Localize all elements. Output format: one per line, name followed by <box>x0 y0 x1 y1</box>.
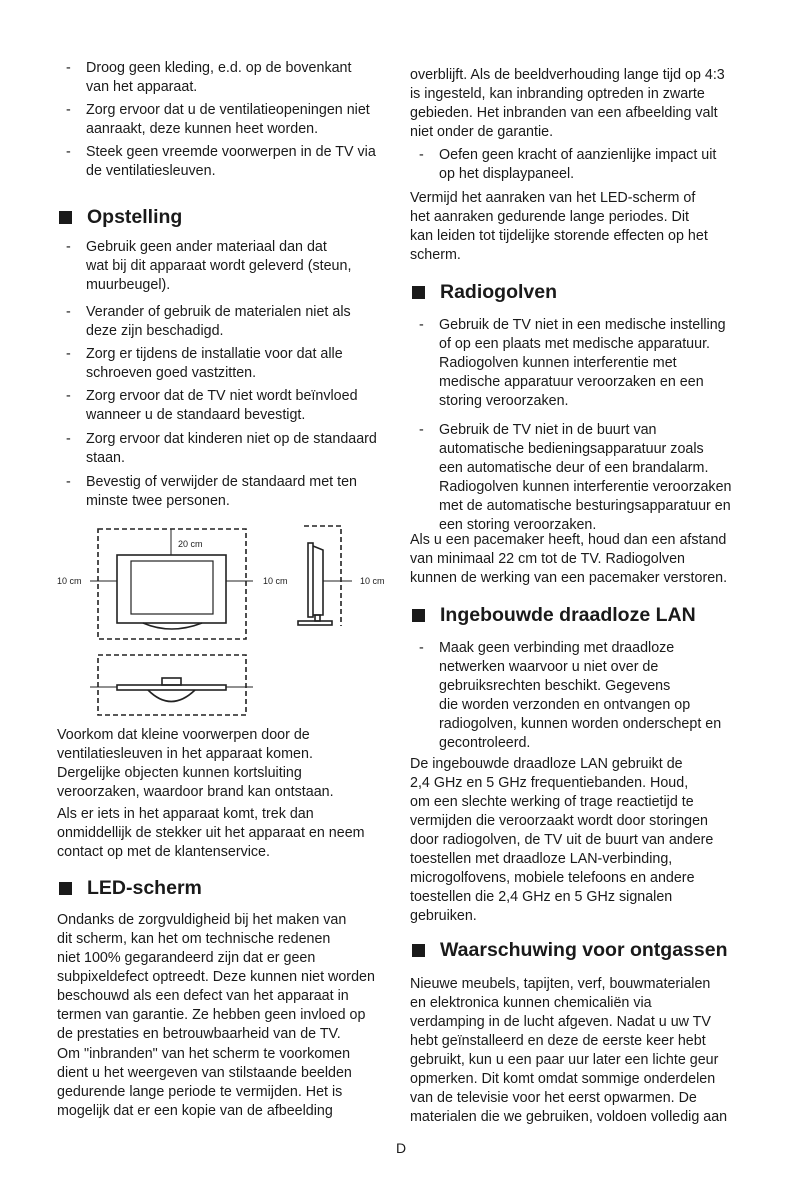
tv-clearance-diagram <box>50 515 400 725</box>
paragraph: De ingebouwde draadloze LAN gebruikt de 2,4 GHz en 5 GHz frequentiebanden. Houd, om een slechte werking of trage reactietijd te vermijden die veroorzaakt wordt door storingen door radiogolven, de TV uit de buurt van andere toestellen met draadloze LAN-verbinding, microgolfovens, mobiele telefoons en andere toestellen die 2,4 GHz en 5 GHz signalen gebruiken. <box>410 756 714 924</box>
bullet-item: - Droog geen kleding, e.d. op de bovenkant van het apparaat. <box>57 59 431 97</box>
paragraph: Nieuwe meubels, tapijten, verf, bouwmaterialen en elektronica kunnen chemicaliën via verdamping in de lucht afgeven. Nadat u uw TV hebt geïnstalleerd en deze de eerste keer hebt gebruikt, kun u een paar uur later een lichte geur opmerken. Dit komt omdat sommige onderdelen van de televisie voor het eerst opwarmen. De materialen die we gebruiken, voldoen volledig aan <box>410 976 728 1125</box>
section-heading-ontgassen: Waarschuwing voor ontgassen <box>410 938 785 962</box>
section-heading-opstelling: Opstelling <box>57 205 432 229</box>
bullet-item: - Gebruik de TV niet in de buurt van automatische bedieningsapparatuur zoals een automatische deur of een brandalarm. Radiogolven kunnen interferentie veroorzaken met de automatische besturingsapparatuur en een storing veroorzaken. <box>410 421 784 535</box>
paragraph: Vermijd het aanraken van het LED-scherm of het aanraken gedurende lange periodes. Dit kan leiden tot tijdelijke storende effecten op het scherm. <box>410 190 708 263</box>
section-heading-draadloze-lan: Ingebouwde draadloze LAN <box>410 603 785 627</box>
bullet-item: - Oefen geen kracht of aanzienlijke impact uit op het displaypaneel. <box>410 146 784 184</box>
bullet-item: - Gebruik de TV niet in een medische instelling of op een plaats met medische apparatuur. Radiogolven kunnen interferentie met medische apparatuur veroorzaken en een storing veroorzaken. <box>410 316 784 411</box>
bullet-item: - Maak geen verbinding met draadloze netwerken waarvoor u niet over de gebruiksrechten beschikt. Gegevens die worden verzonden en ontvangen op radiogolven, kunnen worden onderschept en gecontroleerd. <box>410 639 784 753</box>
bullet-item: - Bevestig of verwijder de standaard met ten minste twee personen. <box>57 473 431 511</box>
label-right-clearance: 10 cm <box>263 576 288 586</box>
label-left-clearance: 10 cm <box>57 576 82 586</box>
paragraph: overblijft. Als de beeldverhouding lange tijd op 4:3 is ingesteld, kan inbranding optreden in zwarte gebieden. Het inbranden van een afbeelding valt niet onder de garantie. <box>410 67 725 140</box>
bullet-item: - Verander of gebruik de materialen niet als deze zijn beschadigd. <box>57 303 431 341</box>
bullet-item: - Zorg ervoor dat de TV niet wordt beïnvloed wanneer u de standaard bevestigt. <box>57 387 431 425</box>
section-heading-radiogolven: Radiogolven <box>410 280 785 304</box>
paragraph: Ondanks de zorgvuldigheid bij het maken van dit scherm, kan het om technische redenen niet 100% gegarandeerd zijn dat er geen subpixeldefect optreedt. Deze kunnen niet worden beschouwd als een defect van het apparaat in termen van garantie. Ze hebben geen invloed op de prestaties en betrouwbaarheid van de TV. <box>57 912 375 1042</box>
bullet-item: - Gebruik geen ander materiaal dan dat wat bij dit apparaat wordt geleverd (steun, muurbeugel). <box>57 238 431 295</box>
bullet-item: - Steek geen vreemde voorwerpen in de TV via de ventilatiesleuven. <box>57 143 431 181</box>
label-side-clearance: 10 cm <box>360 576 385 586</box>
section-heading-led-scherm: LED-scherm <box>57 876 432 900</box>
page-number: D <box>396 1140 407 1156</box>
paragraph: Als u een pacemaker heeft, houd dan een afstand van minimaal 22 cm tot de TV. Radiogolven kunnen de werking van een pacemaker verstoren. <box>410 532 728 586</box>
bullet-item: - Zorg er tijdens de installatie voor dat alle schroeven goed vastzitten. <box>57 345 431 383</box>
paragraph: Voorkom dat kleine voorwerpen door de ventilatiesleuven in het apparaat komen. Dergelijke objecten kunnen kortsluiting veroorzaken, waardoor brand kan ontstaan. <box>57 727 334 800</box>
bullet-item: - Zorg ervoor dat kinderen niet op de standaard staan. <box>57 430 431 468</box>
paragraph: Als er iets in het apparaat komt, trek dan onmiddellijk de stekker uit het apparaat en neem contact op met de klantenservice. <box>57 806 365 860</box>
bullet-item: - Zorg ervoor dat u de ventilatieopeningen niet aanraakt, deze kunnen heet worden. <box>57 101 431 139</box>
paragraph: Om "inbranden" van het scherm te voorkomen dient u het weergeven van stilstaande beelden gedurende lange periode te vermijden. Het is mogelijk dat er een kopie van de afbeelding <box>57 1046 352 1119</box>
label-top-clearance: 20 cm <box>178 539 203 549</box>
